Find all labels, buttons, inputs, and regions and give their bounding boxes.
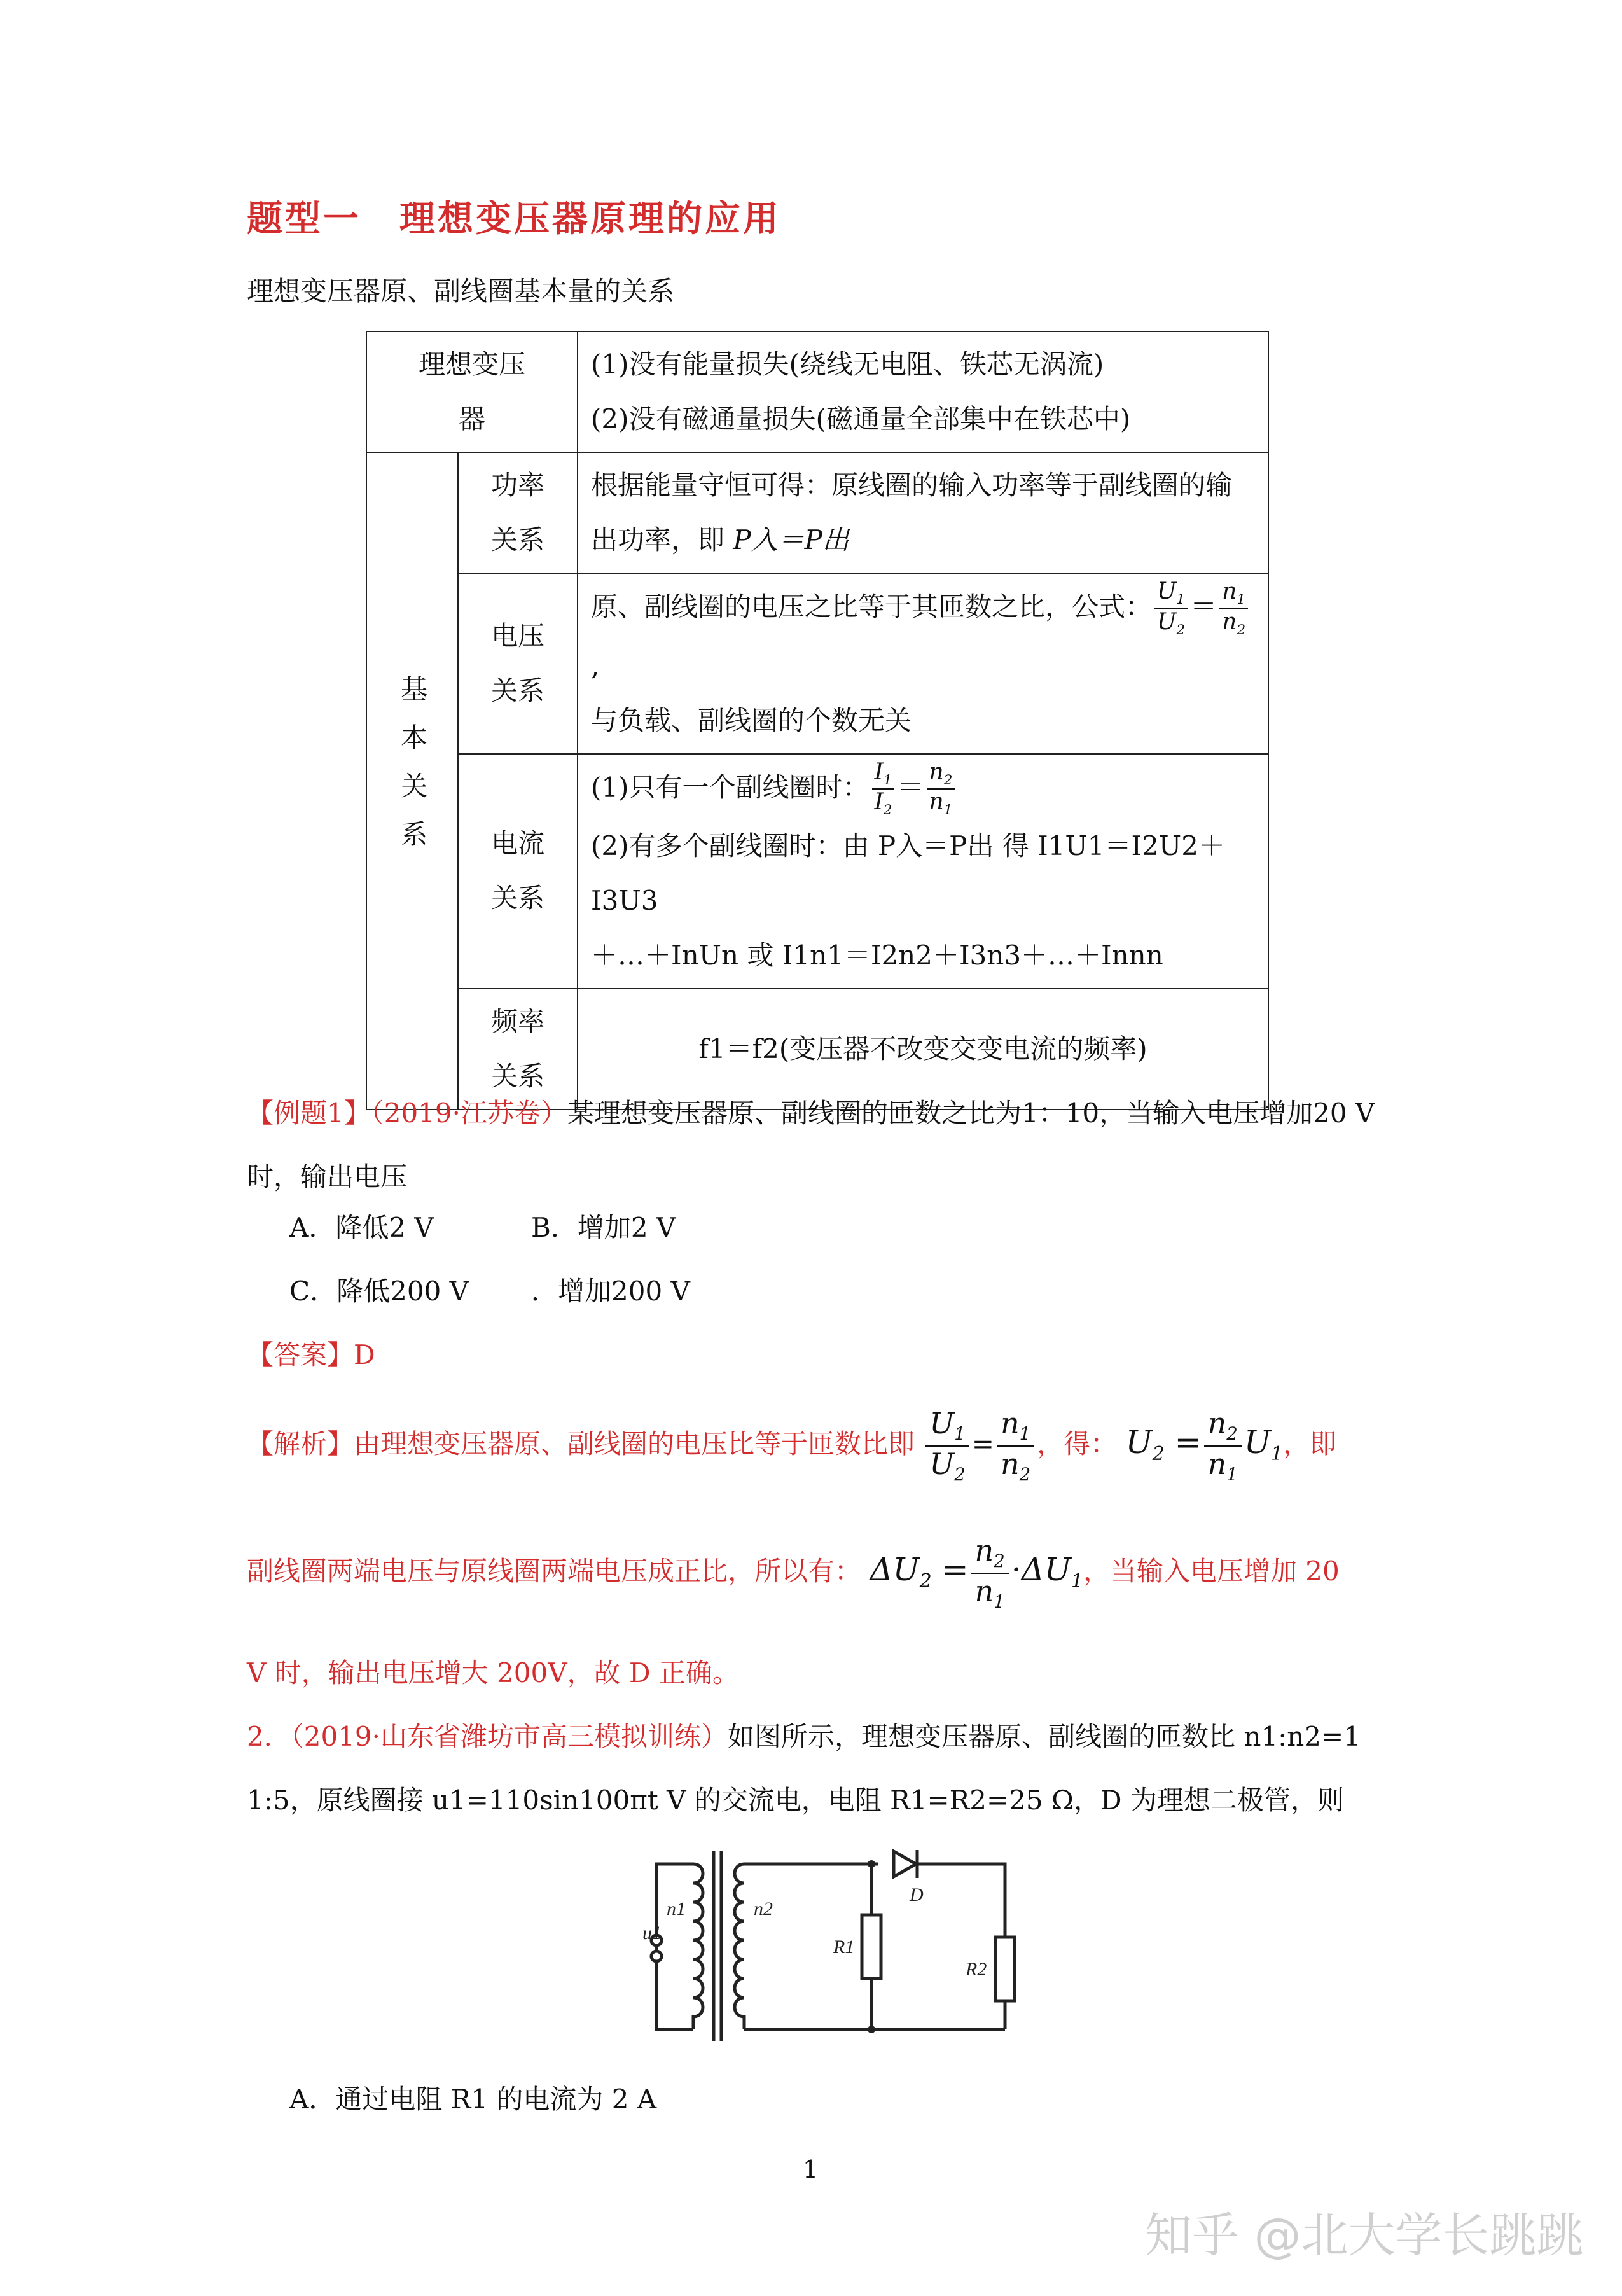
r2-resistor bbox=[995, 1937, 1015, 2001]
current-desc: (1)只有一个副线圈时： $\frac{I_1}{I_2}$ ＝ $\frac{n_2}{n_1}$ (2)有多个副线圈时：由 P入＝P出 得 I1U1＝I2U2＋I3U3 ＋…＋InUn 或 I1n1＝I2n2＋I3n3＋…＋Innn bbox=[578, 754, 1268, 989]
frequency-head: 频率关系 bbox=[458, 989, 578, 1110]
frequency-desc: f1＝f2(变压器不改变交变电流的频率) bbox=[578, 989, 1268, 1110]
ideal-transformer-head: 理想变压器 bbox=[366, 331, 578, 452]
label-r2: R2 bbox=[966, 1959, 987, 1980]
section-title bbox=[247, 191, 781, 242]
example1-options-row2: C．降低200 V ．增加200 V bbox=[289, 1276, 690, 1307]
ideal-transformer-desc: (1)没有能量损失(绕线无电阻、铁芯无涡流) (2)没有磁通量损失(磁通量全部集中在铁芯中) bbox=[578, 331, 1268, 452]
r1-resistor bbox=[862, 1915, 881, 1979]
analysis-line3: V 时，输出电压增大 200V，故 D 正确。 bbox=[247, 1657, 739, 1688]
label-r1: R1 bbox=[833, 1937, 855, 1958]
label-n2: n2 bbox=[754, 1898, 773, 1919]
section-label: 题型一 bbox=[247, 198, 361, 240]
junction-dot-top bbox=[868, 1860, 875, 1868]
power-head: 功率关系 bbox=[458, 452, 578, 573]
power-desc: 根据能量守恒可得：原线圈的输入功率等于副线圈的输出功率，即 P入＝P出 bbox=[578, 452, 1268, 573]
voltage-head: 电压关系 bbox=[458, 573, 578, 754]
page-number: 1 bbox=[803, 2155, 819, 2183]
diode-icon bbox=[894, 1851, 916, 1877]
label-n1: n1 bbox=[667, 1898, 686, 1919]
example1-options-row1: A．降低2 V B．增加2 V bbox=[289, 1212, 676, 1243]
primary-wire bbox=[656, 1864, 693, 2029]
section-text: 理想变压器原理的应用 bbox=[399, 198, 781, 240]
label-u1: u1 bbox=[642, 1923, 662, 1944]
i-ratio: $\frac{I_1}{I_2}$ bbox=[872, 760, 895, 819]
n-ratio: $\frac{n_1}{n_2}$ bbox=[1219, 579, 1248, 639]
basic-relation-head: 基本关系 bbox=[366, 452, 458, 1110]
current-head: 电流关系 bbox=[458, 754, 578, 989]
analysis-line2: 副线圈两端电压与原线圈两端电压成正比，所以有： $\Delta U_2$ = $\frac{n_2}{n_1}$ $\cdot\Delta U_1$，当输入电压增加 20 bbox=[247, 1533, 1340, 1612]
u-ratio: $\frac{U_1}{U_2}$ bbox=[1154, 579, 1188, 639]
r2-top-wire bbox=[916, 1864, 1005, 1937]
example1-answer: 【答案】D bbox=[247, 1339, 375, 1370]
voltage-desc: 原、副线圈的电压之比等于其匝数之比，公式： $\frac{U_1}{U_2}$ ＝ $\frac{n_1}{n_2}$ , 与负载、副线圈的个数无关 bbox=[578, 573, 1268, 754]
example2-option-a: A．通过电阻 R1 的电流为 2 A bbox=[289, 2084, 657, 2115]
label-d: D bbox=[910, 1884, 924, 1905]
circuit-diagram bbox=[642, 1839, 1024, 2055]
analysis-line1: 【解析】由理想变压器原、副线圈的电压比等于匝数比即 $\frac{U_1}{U_2}$ = $\frac{n_1}{n_2}$ ，得： $U_2$ = $\frac{n_2}{n_1}$ $U_1$，即 bbox=[247, 1406, 1336, 1485]
secondary-coil bbox=[735, 1864, 744, 2029]
relation-table bbox=[366, 331, 1269, 1110]
example2-line1: 2．（2019·山东省潍坊市高三模拟训练）如图所示，理想变压器原、副线圈的匝数比 n1:n2=1 bbox=[247, 1721, 1361, 1752]
terminal-bottom bbox=[651, 1951, 662, 1961]
primary-coil bbox=[693, 1864, 703, 2029]
junction-dot-bottom bbox=[868, 2026, 875, 2033]
watermark: 知乎 @北大学长跳跳 bbox=[1145, 2208, 1584, 2263]
intro-text: 理想变压器原、副线圈基本量的关系 bbox=[247, 275, 675, 307]
example1-stem: 【例题1】（2019·江苏卷）某理想变压器原、副线圈的匝数之比为1：10，当输入电压增加20 V时，输出电压 bbox=[247, 1097, 1375, 1192]
example2-line2: 1:5，原线圈接 u1=110sin100πt V 的交流电，电阻 R1=R2=25 Ω，D 为理想二极管，则 bbox=[247, 1785, 1344, 1816]
